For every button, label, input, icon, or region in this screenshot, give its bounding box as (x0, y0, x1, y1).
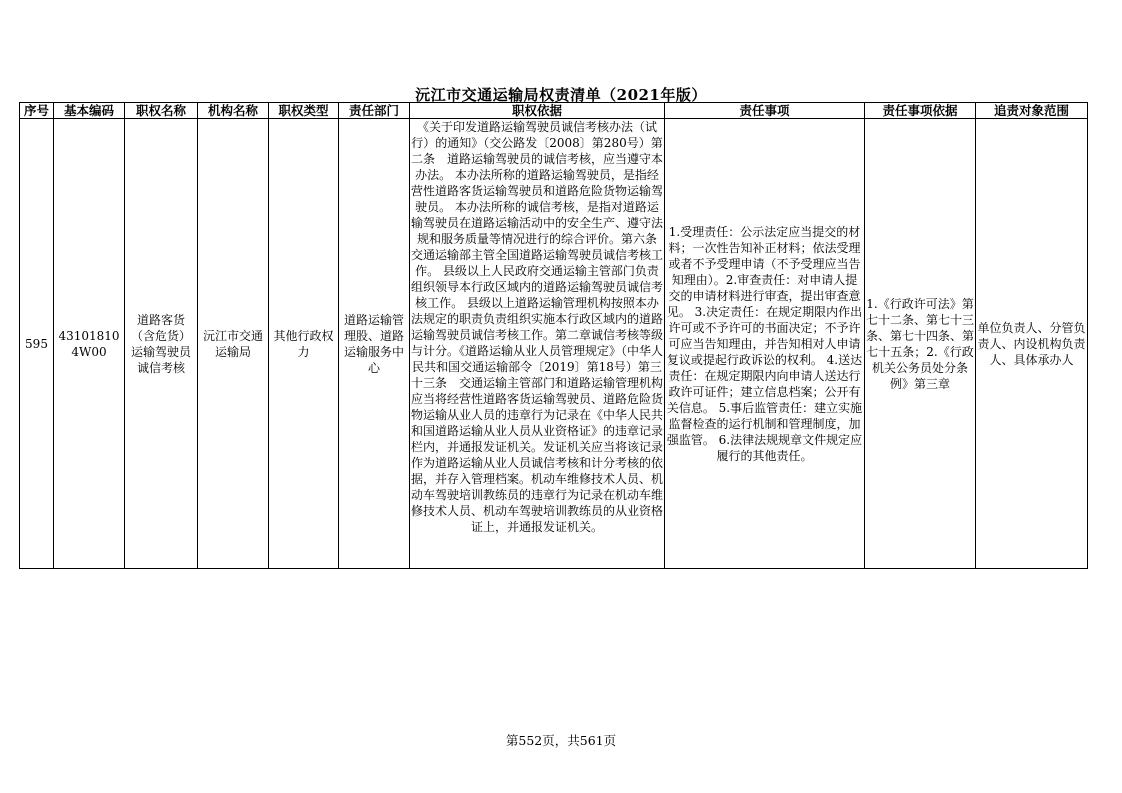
header-accountability: 追责对象范围 (976, 103, 1088, 119)
cell-code: 431018104W00 (54, 119, 125, 569)
table-header-row (20, 103, 1088, 119)
cell-power-name: 道路客货（含危货）运输驾驶员诚信考核 (125, 119, 198, 569)
cell-power-type: 其他行政权力 (269, 119, 339, 569)
table-row (20, 119, 1088, 569)
cell-resp-basis: 1.《行政许可法》第七十二条、第七十三条、第七十四条、第七十五条；2.《行政机关公务员处分条例》第三章 (865, 119, 976, 569)
cell-dept: 道路运输管理股、道路运输服务中心 (339, 119, 410, 569)
cell-org: 沅江市交通运输局 (198, 119, 269, 569)
header-responsibilities: 责任事项 (665, 103, 865, 119)
power-list-table (19, 102, 1088, 569)
header-dept: 责任部门 (339, 103, 410, 119)
header-basis: 职权依据 (410, 103, 665, 119)
header-code: 基本编码 (54, 103, 125, 119)
header-seq: 序号 (20, 103, 54, 119)
header-power-name: 职权名称 (125, 103, 198, 119)
basis-text: 《关于印发道路运输驾驶员诚信考核办法（试行）的通知》（交公路发〔2008〕第280号）第二条 道路运输驾驶员的诚信考核，应当遵守本办法。 本办法所称的道路运输驾驶员，是指经营性道路客货运输驾驶员和道路危险货物运输驾驶员。 本办法所称的诚信考核，是指对道路运输驾驶员在道路运输活动中的安全生产、遵守法规和服务质量等情况进行的综合评价。第六条 交通运输部主管全国道路运输驾驶员诚信考核工作。 县级以上人民政府交通运输主管部门负责组织领导本行政区域内的道路运输驾驶员诚信考核工作。 县级以上道路运输管理机构按照本办法规定的职责负责组织实施本行政区域内的道路运输驾驶员诚信考核工作。第二章诚信考核等级与计分。《道路运输从业人员管理规定》（中华人民共和国交通运输部令〔2019〕第18号）第三十三条 交通运输主管部门和道路运输管理机构应当将经营性道路客货运输驾驶员、道路危险货物运输从业人员的违章行为记录在《中华人民共和国道路运输从业人员从业资格证》的违章记录栏内，并通报发证机关。发证机关应当将该记录作为道路运输从业人员诚信考核和计分考核的依据，并存入管理档案。机动车维修技术人员、机动车驾驶培训教练员的违章行为记录在机动车维修技术人员、机动车驾驶培训教练员的从业资格证上，并通报发证机关。 (411, 120, 670, 534)
document-title: 沅江市交通运输局权责清单（2021年版） (415, 86, 707, 104)
page-number: 第552页，共561页 (505, 733, 617, 748)
header-power-type: 职权类型 (269, 103, 339, 119)
cell-basis (410, 119, 670, 569)
header-org: 机构名称 (198, 103, 269, 119)
header-resp-basis: 责任事项依据 (865, 103, 976, 119)
cell-accountability: 单位负责人、分管负责人、内设机构负责人、具体承办人 (976, 119, 1088, 569)
cell-responsibilities: 1.受理责任：公示法定应当提交的材料；一次性告知补正材料；依法受理或者不予受理申请（不予受理应当告知理由）。2.审查责任：对申请人提交的申请材料进行审查，提出审查意见。 3.决定责任：在规定期限内作出许可或不予许可的书面决定；不予许可应当告知理由，并告知相对人申请复议或提起行政诉讼的权利。 4.送达责任：在规定期限内向申请人送达行政许可证件；建立信息档案；公开有关信息。 5.事后监管责任：建立实施监督检查的运行机制和管理制度，加强监管。 6.法律法规规章文件规定应履行的其他责任。 (665, 119, 865, 569)
cell-seq: 595 (20, 119, 54, 569)
